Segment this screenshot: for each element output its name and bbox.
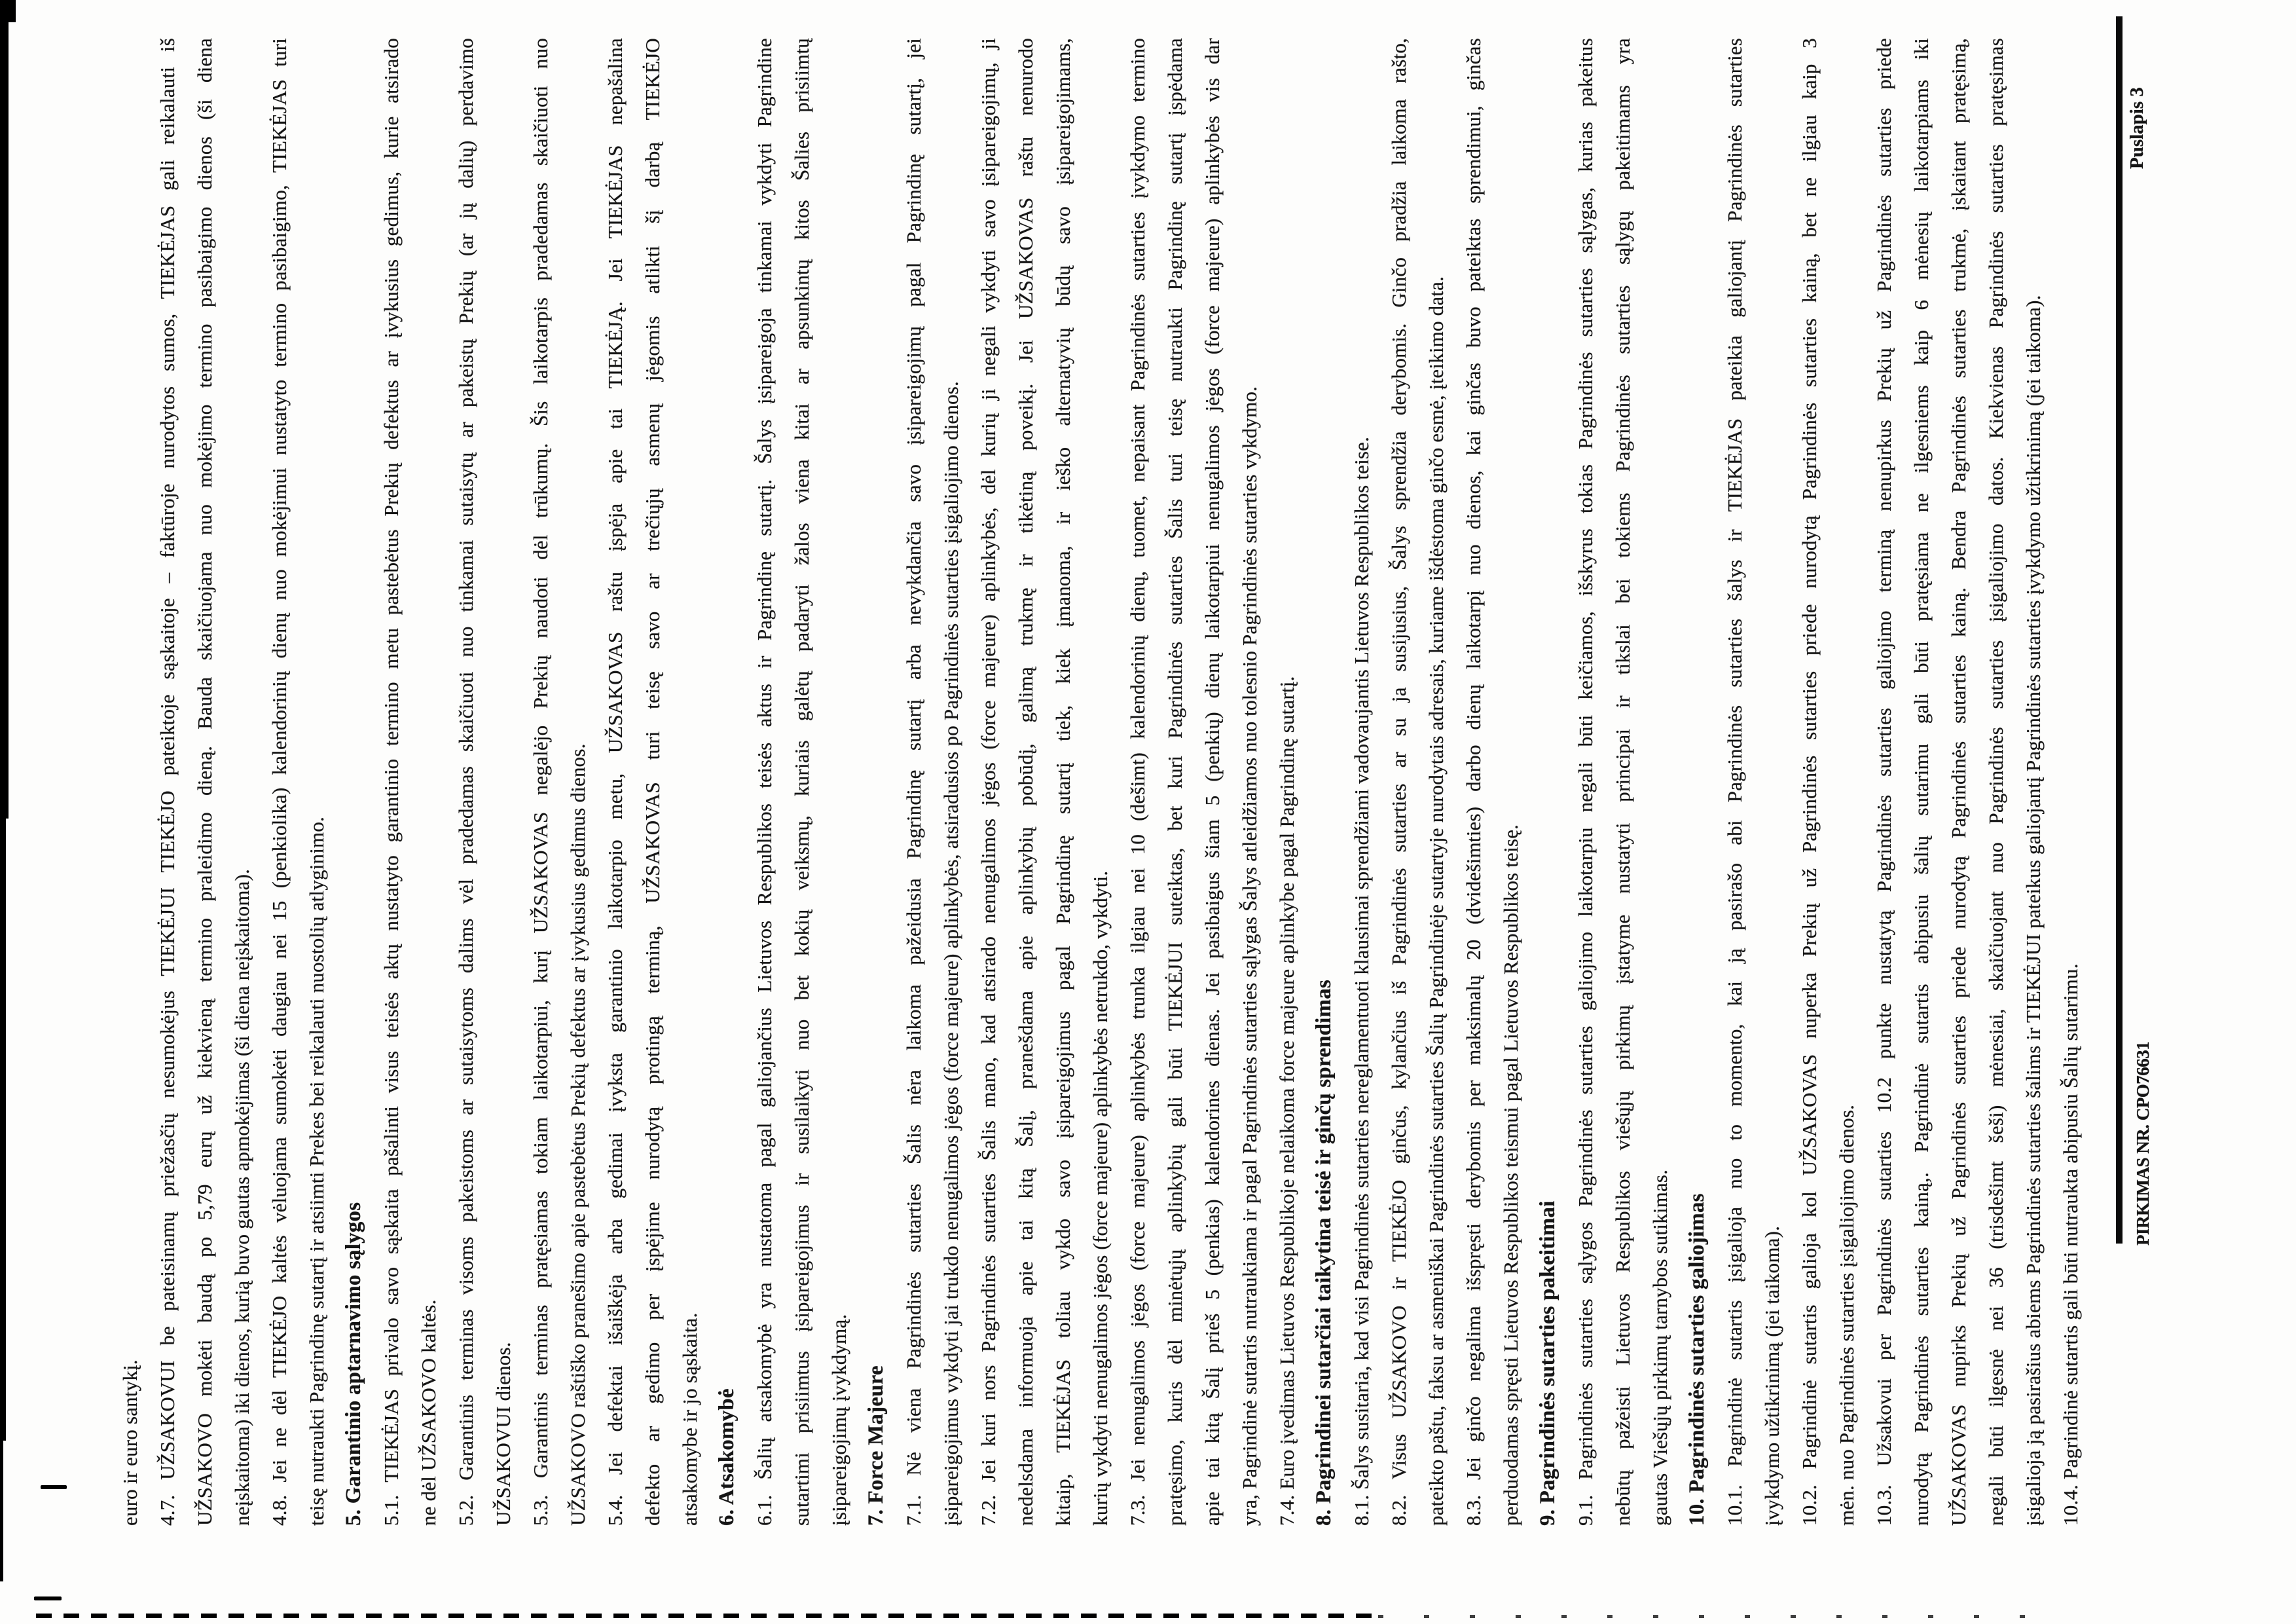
- document-line: įsipareigojimų įvykdymą.: [828, 1314, 850, 1526]
- document-line: 8.1. Šalys susitaria, kad visi Pagrindinės sutarties nereglamentuoti klausimai sprendžiami vadovaujantis Lietuvos Respublikos teise.: [1350, 436, 1373, 1526]
- footer-rule: [2116, 16, 2123, 1244]
- document-line: 7.3. Jei nenugalimos jėgos (force majeure) aplinkybės trunka ilgiau nei 10 (dešimt) kalendorinių dienų, tuomet, nepaisant Pagrindinės sutarties įvykdymo termino: [1126, 38, 1149, 1526]
- section-heading: 10. Pagrindinės sutarties galiojimas: [1685, 1193, 1709, 1526]
- document-line: pratęsimo, kuris dėl minėtųjų aplinkybių gali būti TIEKĖJUI suteiktas, bet kuri Pagrindinės sutarties Šalis turi teisę nutraukti Pagrindinę sutartį įspėdama: [1163, 38, 1186, 1526]
- document-line: 6.1. Šalių atsakomybė yra nustatoma pagal galiojančius Lietuvos Respublikos teisės aktus ir Pagrindinę sutartį. Šalys įsipareigoja tinkamai vykdyti Pagrindine: [753, 38, 776, 1526]
- document-line: apie tai kitą Šalį prieš 5 (penkias) kalendorines dienas. Jei pasibaigus šiam 5 (penkių) dienų laikotarpiui nenugalimos jėgos (force majeure) aplinkybės vis dar: [1201, 38, 1224, 1526]
- document-line: 5.3. Garantinis terminas pratęsiamas tokiam laikotarpiui, kurį UŽSAKOVAS negalėjo Prekių naudoti dėl trūkumų. Šis laikotarpis pradedamas skaičiuoti nuo: [529, 38, 552, 1526]
- document-line: 10.1. Pagrindinė sutartis įsigalioja nuo to momento, kai ją pasirašo abi Pagrindinės sutarties šalys ir TIEKĖJAS pateikia galiojantį Pagrindinės sutarties: [1723, 38, 1746, 1526]
- document-line: įvykdymo užtikrinimą (jei taikoma).: [1760, 1225, 1783, 1526]
- document-line: UŽSAKOVUI dienos.: [492, 1342, 515, 1526]
- section-heading: 5. Garantinio aptarnavimo sąlygos: [342, 1202, 365, 1526]
- document-line: 9.1. Pagrindinės sutarties sąlygos Pagrindinės sutarties galiojimo laikotarpiu negali būti keičiamos, išskyrus tokias Pagrindinės sutarties sąlygas, kurias pakeitus: [1574, 38, 1597, 1526]
- document-line: 4.8. Jei ne dėl TIEKĖJO kaltės vėluojama sumokėti daugiau nei 15 (penkiolika) kalendorinių dienų nuo mokėjimui nustatyto termino pasibaigimo, TIEKĖJAS turi: [268, 38, 291, 1526]
- footer-page-number: Puslapis 3: [2126, 87, 2147, 169]
- document-line: 10.2. Pagrindinė sutartis galioja kol UŽSAKOVAS nuperka Prekių už Pagrindinės sutarties priede nurodytą Pagrindinės sutarties kainą, bet ne ilgiau kaip 3: [1798, 38, 1821, 1526]
- document-line: kitaip, TIEKĖJAS toliau vykdo savo įsipareigojimus pagal Pagrindinę sutartį tiek, kiek įmanoma, ir ieško alternatyvių būdų savo įsipareigojimams,: [1051, 38, 1074, 1526]
- document-line: mėn. nuo Pagrindinės sutarties įsigaliojimo dienos.: [1835, 1104, 1858, 1526]
- document-line: 4.7. UŽSAKOVUI be pateisinamų priežasčių nesumokėjus TIEKĖJUI TIEKĖJO pateiktoje sąskaitoje – faktūroje nurodytos sumos, TIEKĖJAS gali reikalauti iš: [156, 38, 179, 1526]
- document-line: kurių vykdyti nenugalimos jėgos (force majeure) aplinkybės netrukdo, vykdyti.: [1089, 870, 1112, 1526]
- document-line: 7.2. Jei kuri nors Pagrindinės sutarties Šalis mano, kad atsirado nenugalimos jėgos (force majeure) aplinkybės, dėl kurių ji negali vykdyti savo įsipareigojimų, ji: [977, 38, 1000, 1526]
- document-line: nedelsdama informuoja apie tai kitą Šalį, pranešdama apie aplinkybių pobūdį, galimą trukmę ir tikėtiną poveikį. Jei UŽSAKOVAS raštu nenurodo: [1014, 38, 1037, 1526]
- document-line: perduodamas spręsti Lietuvos Respublikos teismui pagal Lietuvos Respublikos teisę.: [1499, 824, 1522, 1526]
- document-line: euro ir euro santykį.: [118, 1359, 141, 1526]
- document-line: UŽSAKOVO mokėti baudą po 5,79 eurų už kiekvieną termino praleidimo dieną. Bauda skaičiuojama nuo mokėjimo termino pasibaigimo dienos (ši diena: [193, 38, 216, 1526]
- document-line: ne dėl UŽSAKOVO kaltės.: [417, 1299, 440, 1526]
- section-heading: 9. Pagrindinės sutarties pakeitimai: [1536, 1200, 1559, 1526]
- document-line: 7.1. Nė viena Pagrindinės sutarties Šalis nėra laikoma pažeidusia Pagrindinę sutartį arba nevykdančia savo įsipareigojimų pagal Pagrindinę sutartį, jei: [902, 38, 925, 1526]
- document-line: 10.4. Pagrindinė sutartis gali būti nutraukta abipusiu Šalių sutarimu.: [2059, 963, 2082, 1526]
- document-line: neįskaitoma) iki dienos, kurią buvo gautas apmokėjimas (ši diena neįskaitoma).: [230, 868, 253, 1526]
- document-line: sutartimi prisiimtus įsipareigojimus ir susilaikyti nuo bet kokių veiksmų, kuriais galėtų padaryti žalos viena kitai ar apsunkintų kitos Šalies prisiimtų: [790, 38, 813, 1526]
- document-line: nebūtų pažeisti Lietuvos Respublikos viešųjų pirkimų įstatyme nustatyti principai ir tikslai bei tokiems Pagrindinės sutarties sąlygų pakeitimams yra: [1611, 38, 1634, 1526]
- document-line: atsakomybe ir jo sąskaita.: [678, 1312, 701, 1526]
- document-line: yra, Pagrindinė sutartis nutraukiama ir pagal Pagrindinės sutarties sąlygas Šalys atleidžiamos nuo tolesnio Pagrindinės sutarties vykdymo.: [1238, 386, 1261, 1526]
- contract-text: [111, 38, 2089, 1526]
- document-line: UŽSAKOVO raštiško pranešimo apie pastebėtus Prekių defektus ar įvykusius gedimus dienos.: [566, 743, 589, 1526]
- document-line: teisę nutraukti Pagrindinę sutartį ir atsiimti Prekes bei reikalauti nuostolių atlyginimo.: [305, 816, 328, 1526]
- document-line: pateikto paštu, faksu ar asmeniškai Pagrindinės sutarties Šalių Pagrindinėje sutartyje nurodytais adresais, kuriame išdėstoma ginčo esmė, įteikimo data.: [1425, 276, 1448, 1526]
- document-line: įsipareigojimus vykdyti jai trukdo nenugalimos jėgos (force majeure) aplinkybės, atsiradusios po Pagrindinės sutarties įsigaliojimo dienos.: [939, 381, 962, 1526]
- document-line: 8.2. Visus UŽSAKOVO ir TIEKĖJO ginčus, kylančius iš Pagrindinės sutarties ar su ja susijusius, Šalys sprendžia derybomis. Ginčo pradžia laikoma rašto,: [1387, 38, 1410, 1526]
- footer-purchase-number: PIRKIMAS NR. CPO76631: [2133, 1041, 2153, 1246]
- document-line: gautas Viešųjų pirkimų tarnybos sutikimas.: [1649, 1169, 1671, 1526]
- document-line: 10.3. Užsakovui per Pagrindinės sutarties 10.2 punkte nustatytą Pagrindinės sutarties galiojimo terminą nenupirkus Prekių už Pagrindinės sutarties priede: [1872, 38, 1895, 1526]
- document-line: 5.4. Jei defektai išaiškėja arba gedimai įvyksta garantinio laikotarpio metu, UŽSAKOVAS raštu įspėja apie tai TIEKĖJĄ. Jei TIEKĖJAS nepašalina: [604, 38, 627, 1526]
- document-line: UŽSAKOVAS nupirks Prekių už Pagrindinės sutarties priede nurodytą Pagrindinės sutarties kainą. Bendra Pagrindinės sutarties trukmė, įskaitant pratęsimą,: [1947, 38, 1970, 1526]
- document-line: negali būti ilgesnė nei 36 (trisdešimt šeši) mėnesiai, skaičiuojant nuo Pagrindinės sutarties įsigaliojimo datos. Kiekvienas Pagrindinės sutarties pratęsimas: [1984, 38, 2007, 1526]
- section-heading: 7. Force Majeure: [864, 1365, 888, 1526]
- section-heading: 8. Pagrindinei sutarčiai taikytina teisė ir ginčų sprendimas: [1312, 980, 1336, 1526]
- document-line: 8.3. Jei ginčo negalima išspręsti derybomis per maksimalų 20 (dvidešimties) darbo dienų laikotarpį nuo dienos, kai ginčas buvo pateiktas sprendimui, ginčas: [1462, 38, 1485, 1526]
- section-heading: 6. Atsakomybė: [715, 1388, 738, 1526]
- document-line: įsigalioja ją pasirašius abiems Pagrindinės sutarties šalims ir TIEKĖJUI pateikus galiojantį Pagrindinės sutarties įvykdymo užtikrinimą (jei taikoma).: [2022, 295, 2045, 1526]
- document-line: defekto ar gedimo per įspėjime nurodytą protingą terminą, UŽSAKOVAS turi teisę savo ar trečiųjų asmenų jėgomis atlikti šį darbą TIEKĖJO: [641, 38, 664, 1526]
- document-line: nurodytą Pagrindinės sutarties kainą,. Pagrindinė sutartis abipusiu šalių sutarimu gali būti pratęsiama ne ilgesniems kaip 6 mėnesių laikotarpiams iki: [1910, 38, 1933, 1526]
- document-line: 5.1. TIEKĖJAS privalo savo sąskaita pašalinti visus teisės aktų nustatyto garantinio termino metu pastebėtus Prekių defektus ar įvykusius gedimus, kurie atsirado: [380, 38, 403, 1526]
- document-line: 5.2. Garantinis terminas visoms pakeistoms ar sutaisytoms dalims vėl pradedamas skaičiuoti nuo tinkamai sutaisytų ar pakeistų Prekių (ar jų dalių) perdavimo: [454, 38, 477, 1526]
- document-line: 7.4. Euro įvedimas Lietuvos Respublikoje nelaikoma force majeure aplinkybe pagal Pagrindinę sutartį.: [1275, 676, 1298, 1526]
